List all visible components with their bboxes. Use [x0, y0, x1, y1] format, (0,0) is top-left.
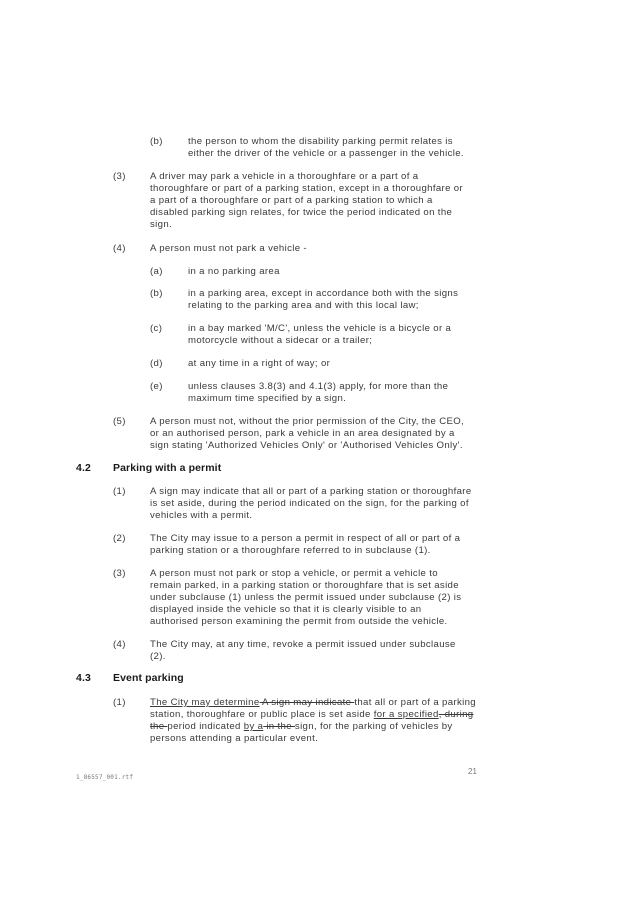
amended-paragraph — [150, 697, 476, 745]
inserted-text: for a specified — [373, 709, 439, 721]
paragraph-text: A driver may park a vehicle in a thoroughfare or a part of a thoroughfare or part of a parking station, except in a thoroughfare or a part of a thoroughfare or part of a parking station to which a disabled parking sign relates, for twice the period indicated on the sign. — [150, 171, 464, 231]
subclause-number: (2) — [113, 533, 126, 544]
item-number: (a) — [150, 266, 163, 277]
item-number: (d) — [150, 358, 163, 369]
subclause-number: (3) — [113, 568, 126, 579]
inserted-text: by a — [243, 721, 264, 733]
item-text: in a no parking area — [188, 266, 280, 277]
inserted-text: The City may determine — [150, 697, 260, 708]
paragraph-text: sign, for the parking of vehicles by persons attending a particular event. — [150, 721, 453, 745]
section-number: 4.2 — [76, 462, 91, 474]
paragraph-text: A sign may indicate that all or part of a parking station or thoroughfare is set aside, during the period indicated on the sign, for the parking of vehicles with a permit. — [150, 486, 472, 522]
subclause-number: (4) — [113, 243, 126, 254]
page-number: 21 — [468, 767, 477, 776]
item-text: in a parking area, except in accordance both with the signs relating to the parking area and with this local law; — [188, 288, 459, 312]
paragraph-text: The City may issue to a person a permit in respect of all or part of a parking station or a thoroughfare referred to in subclause (1). — [150, 533, 461, 557]
subclause-number: (5) — [113, 416, 126, 427]
item-text: at any time in a right of way; or — [188, 358, 331, 369]
subclause-number: (4) — [113, 639, 126, 650]
deleted-text: , during the — [150, 709, 474, 733]
paragraph-text: period indicated — [167, 721, 244, 733]
subclause-number: (1) — [113, 697, 126, 708]
deleted-text: in the — [263, 721, 295, 733]
subclause-number: (3) — [113, 171, 126, 182]
paragraph-text: A person must not park or stop a vehicle, or permit a vehicle to remain parked, in a parking station or thoroughfare that is set aside under subclause (1) unless the permit issued under subclause (2) is displayed inside the vehicle so that it is clearly visible to an authorised person examining the permit from outside the vehicle. — [150, 568, 462, 628]
deleted-text: A sign may indicate — [259, 697, 355, 708]
item-number: (e) — [150, 381, 163, 392]
section-title: Parking with a permit — [113, 462, 222, 474]
item-number: (b) — [150, 136, 163, 147]
section-number: 4.3 — [76, 672, 91, 684]
item-number: (b) — [150, 288, 163, 299]
subclause-number: (1) — [113, 486, 126, 497]
document-id: 1_86557_001.rtf — [76, 774, 134, 781]
paragraph-text: A person must not park a vehicle - — [150, 243, 307, 254]
paragraph-text: the person to whom the disability parking permit relates is either the driver of the vehicle or a passenger in the vehicle. — [188, 136, 464, 160]
section-title: Event parking — [113, 672, 184, 684]
paragraph-text: A person must not, without the prior permission of the City, the CEO, or an authorised person, park a vehicle in an area designated by a sign stating 'Authorized Vehicles Only' or 'Authorised Vehicles Only'. — [150, 416, 465, 452]
item-text: in a bay marked 'M/C', unless the vehicle is a bicycle or a motorcycle without a sidecar or a trailer; — [188, 323, 452, 347]
item-text: unless clauses 3.8(3) and 4.1(3) apply, for more than the maximum time specified by a sign. — [188, 381, 449, 405]
paragraph-text: that all or part of a parking station, thoroughfare or public place is set aside — [150, 697, 476, 721]
item-number: (c) — [150, 323, 163, 334]
paragraph-text: The City may, at any time, revoke a permit issued under subclause (2). — [150, 639, 456, 663]
